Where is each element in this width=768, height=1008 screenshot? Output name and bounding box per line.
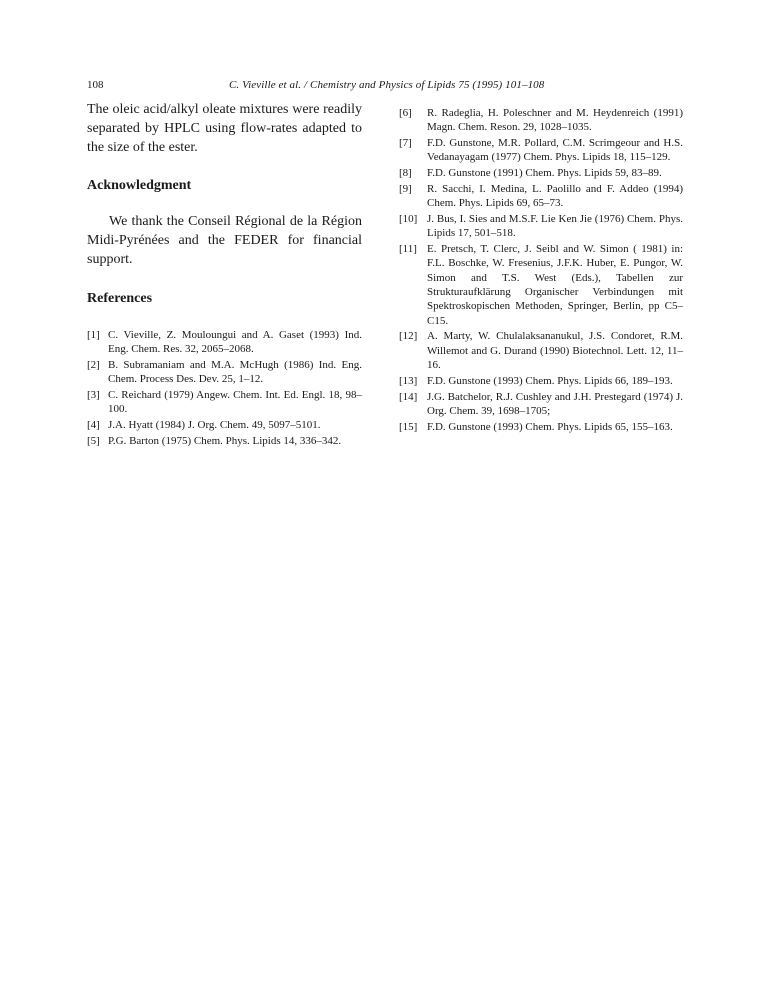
reference-text: R. Radeglia, H. Poleschner and M. Heydenreich (1991) Magn. Chem. Reson. 29, 1028–1035. xyxy=(427,107,683,134)
reference-text: E. Pretsch, T. Clerc, J. Seibl and W. Simon ( 1981) in: F.L. Boschke, W. Fresenius, J.F.K. Huber, E. Pungor, W. Simon and T.S. West (Eds.), Tabellen zur Strukturaufklärung Organischer Verbindungen mit Spektroskopischen Methoden, Springer, Berlin, pp C5–C15. xyxy=(427,243,683,327)
acknowledgment-heading: Acknowledgment xyxy=(87,178,192,193)
reference-item xyxy=(399,329,683,372)
running-head: C. Vieville et al. / Chemistry and Physics of Lipids 75 (1995) 101–108 xyxy=(229,79,545,91)
reference-number: [15] xyxy=(399,420,418,433)
reference-number: [1] xyxy=(87,329,100,341)
reference-number: [3] xyxy=(87,389,100,402)
reference-number: [14] xyxy=(399,390,418,403)
reference-text: J.G. Batchelor, R.J. Cushley and J.H. Prestegard (1974) J. Org. Chem. 39, 1698–1705; xyxy=(427,390,683,417)
page-header xyxy=(87,77,683,93)
reference-text: F.D. Gunstone, M.R. Pollard, C.M. Scrimgeour and H.S. Vedanayagam (1977) Chem. Phys. Lipids 18, 115–129. xyxy=(427,137,683,164)
reference-item xyxy=(399,106,683,135)
reference-text: J. Bus, I. Sies and M.S.F. Lie Ken Jie (1976) Chem. Phys. Lipids 17, 501–518. xyxy=(427,213,683,240)
reference-item xyxy=(399,374,683,388)
reference-item xyxy=(87,434,362,448)
reference-number: [4] xyxy=(87,419,100,432)
reference-number: [13] xyxy=(399,374,418,387)
reference-number: [8] xyxy=(399,167,412,180)
reference-item xyxy=(87,388,362,417)
reference-item xyxy=(399,166,683,180)
reference-text: J.A. Hyatt (1984) J. Org. Chem. 49, 5097–5101. xyxy=(108,419,321,432)
body-paragraph: The oleic acid/alkyl oleate mixtures were readily separated by HPLC using flow-rates adapted to the size of the ester. xyxy=(87,102,362,155)
reference-item xyxy=(87,358,362,387)
reference-text: C. Vieville, Z. Mouloungui and A. Gaset (1993) Ind. Eng. Chem. Res. 32, 2065–2068. xyxy=(108,329,362,356)
reference-item xyxy=(399,182,683,211)
left-column xyxy=(87,100,362,450)
reference-number: [11] xyxy=(399,243,417,256)
reference-text: P.G. Barton (1975) Chem. Phys. Lipids 14, 336–342. xyxy=(108,435,342,448)
reference-text: R. Sacchi, I. Medina, L. Paolillo and F. Addeo (1994) Chem. Phys. Lipids 69, 65–73. xyxy=(427,182,683,210)
reference-item xyxy=(399,136,683,165)
reference-text: F.D. Gunstone (1993) Chem. Phys. Lipids 65, 155–163. xyxy=(427,420,673,433)
reference-text: A. Marty, W. Chulalaksananukul, J.S. Condoret, R.M. Willemot and G. Durand (1990) Biotechnol. Lett. 12, 11–16. xyxy=(427,330,683,372)
reference-item xyxy=(399,390,683,419)
reference-text: F.D. Gunstone (1993) Chem. Phys. Lipids 66, 189–193. xyxy=(427,374,673,387)
page-number: 108 xyxy=(87,79,104,91)
reference-number: [10] xyxy=(399,213,418,226)
reference-item xyxy=(399,420,683,434)
acknowledgment-text: We thank the Conseil Régional de la Région Midi-Pyrénées and the FEDER for financial support. xyxy=(87,214,362,267)
references-heading: References xyxy=(87,291,153,306)
reference-item xyxy=(87,418,362,432)
reference-list-left xyxy=(87,328,362,448)
reference-item xyxy=(87,328,362,357)
reference-number: [7] xyxy=(399,137,412,150)
reference-text: B. Subramaniam and M.A. McHugh (1986) Ind. Eng. Chem. Process Des. Dev. 25, 1–12. xyxy=(108,359,362,386)
right-column xyxy=(399,106,683,436)
reference-list-right xyxy=(399,106,683,434)
reference-text: F.D. Gunstone (1991) Chem. Phys. Lipids 59, 83–89. xyxy=(427,167,662,180)
reference-text: C. Reichard (1979) Angew. Chem. Int. Ed. Engl. 18, 98–100. xyxy=(108,389,362,416)
reference-number: [9] xyxy=(399,182,412,195)
reference-number: [6] xyxy=(399,107,412,119)
reference-number: [2] xyxy=(87,359,100,372)
reference-item xyxy=(399,242,683,328)
reference-number: [5] xyxy=(87,435,100,448)
reference-number: [12] xyxy=(399,330,418,343)
reference-item xyxy=(399,212,683,241)
